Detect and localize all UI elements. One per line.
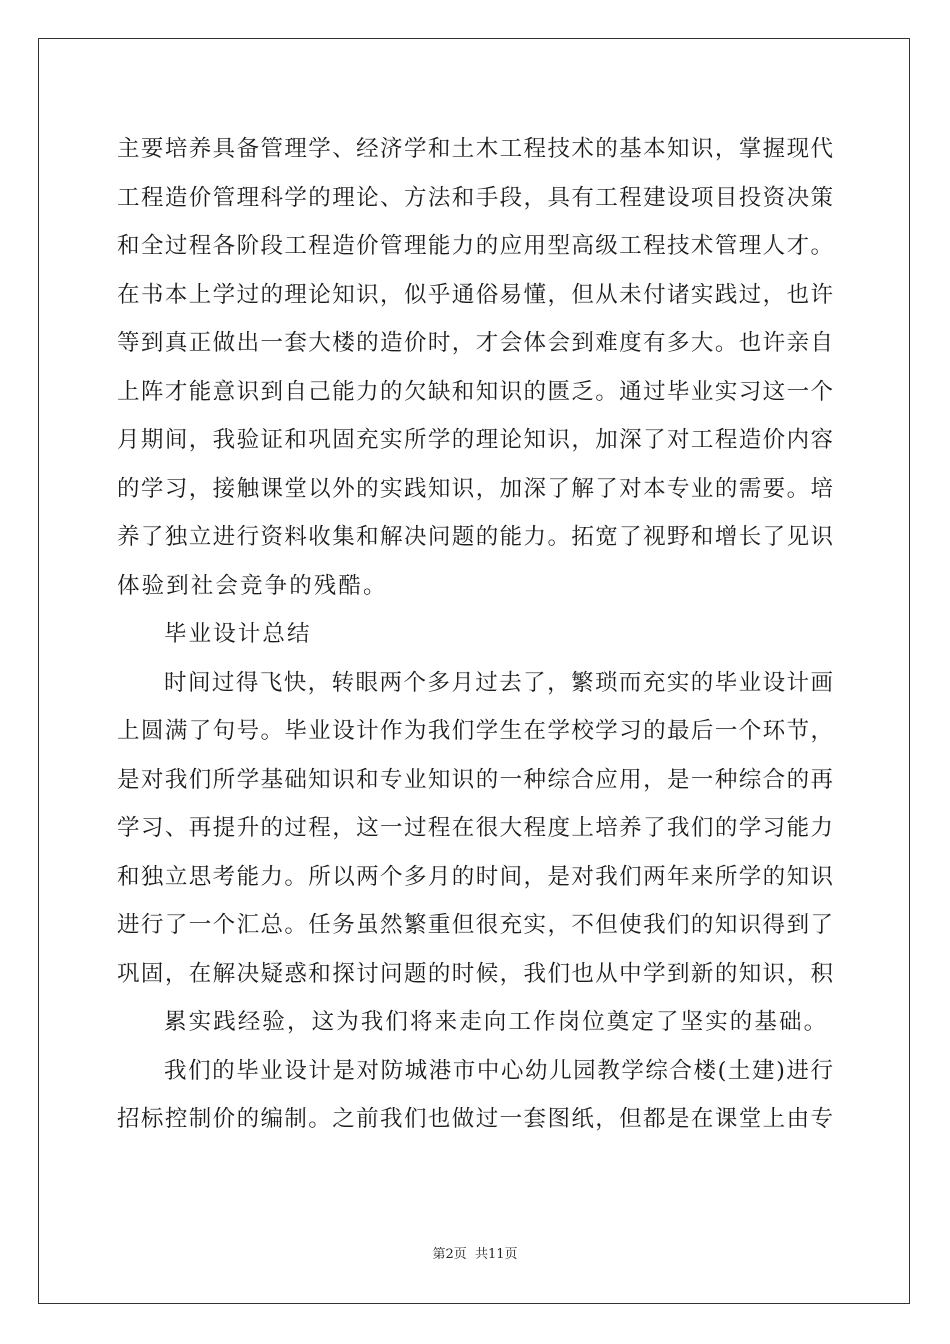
text-line: 等到真正做出一套大楼的造价时，才会体会到难度有多大。也许亲自: [117, 330, 833, 356]
text-line: 学习、再提升的过程，这一过程在很大程度上培养了我们的学习能力: [117, 815, 833, 841]
text-line: 进行了一个汇总。任务虽然繁重但很充实，不但使我们的知识得到了: [117, 912, 833, 938]
document-body: [117, 125, 833, 1144]
page-number-footer: 第2页 共11页: [432, 1247, 518, 1262]
text-line: 我们的毕业设计是对防城港市中心幼儿园教学综合楼(土建)进行: [164, 1057, 833, 1084]
text-line: 上圆满了句号。毕业设计作为我们学生在学校学习的最后一个环节，: [117, 718, 833, 744]
text-line: 和独立思考能力。所以两个多月的时间，是对我们两年来所学的知识: [117, 863, 833, 890]
text-line: 工程造价管理科学的理论、方法和手段，具有工程建设项目投资决策: [117, 184, 833, 211]
text-line: 毕业设计总结: [164, 621, 312, 647]
text-line: 是对我们所学基础知识和专业知识的一种综合应用，是一种综合的再: [117, 766, 833, 793]
text-line: 累实践经验，这为我们将来走向工作岗位奠定了坚实的基础。: [164, 1009, 829, 1035]
text-line: 月期间，我验证和巩固充实所学的理论知识，加深了对工程造价内容: [117, 427, 833, 453]
text-line: 主要培养具备管理学、经济学和土木工程技术的基本知识，掌握现代: [117, 136, 833, 162]
text-line: 在书本上学过的理论知识，似乎通俗易懂，但从未付诸实践过，也许: [117, 281, 833, 308]
text-line: 招标控制价的编制。之前我们也做过一套图纸，但都是在课堂上由专: [117, 1106, 833, 1132]
text-line: 的学习，接触课堂以外的实践知识，加深了解了对本专业的需要。培: [117, 475, 833, 502]
text-line: 时间过得飞快，转眼两个多月过去了，繁琐而充实的毕业设计画: [164, 669, 833, 696]
text-line: 上阵才能意识到自己能力的欠缺和知识的匮乏。通过毕业实习这一个: [117, 378, 833, 405]
text-line: 巩固，在解决疑惑和探讨问题的时候，我们也从中学到新的知识，积: [117, 960, 833, 987]
text-line: 和全过程各阶段工程造价管理能力的应用型高级工程技术管理人才。: [117, 233, 833, 259]
text-line: 养了独立进行资料收集和解决问题的能力。拓宽了视野和增长了见识: [117, 524, 833, 550]
text-line: 体验到社会竞争的残酷。: [117, 572, 388, 599]
